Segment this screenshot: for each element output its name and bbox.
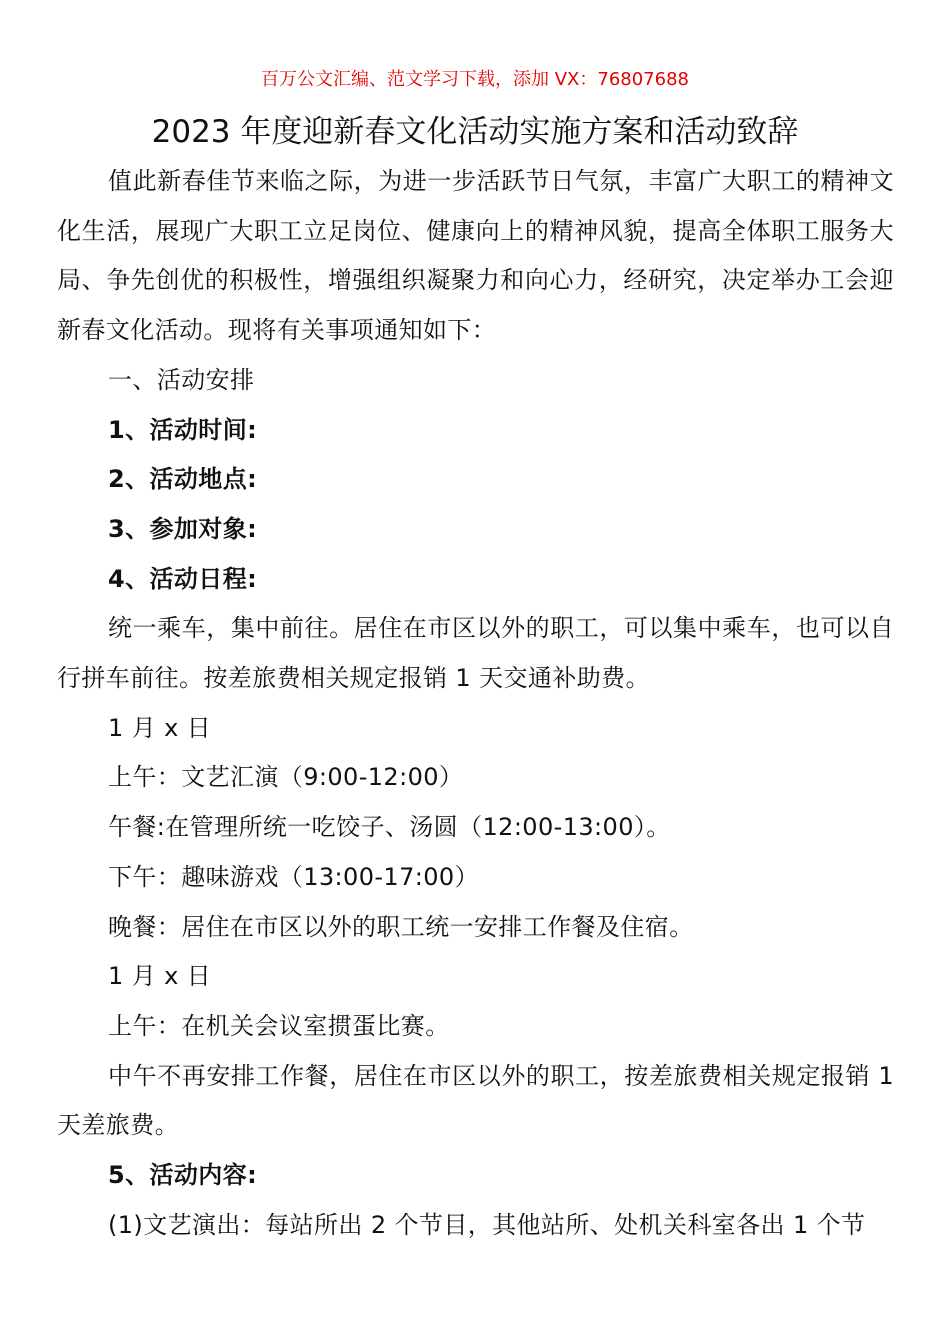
section-heading-activity-arrangement: 一、活动安排: [108, 365, 255, 394]
schedule-day-1-afternoon: 下午：趣味游戏（13:00-17:00）: [108, 862, 479, 891]
schedule-day-2-date: 1 月 x 日: [108, 962, 212, 991]
header-watermark-note: 百万公文汇编、范文学习下载，添加 VX：76807688: [261, 69, 689, 90]
document-title: 2023 年度迎新春文化活动实施方案和活动致辞: [151, 114, 799, 150]
content-item-performance: (1)文艺演出：每站所出 2 个节目，其他站所、处机关科室各出 1 个节: [108, 1210, 866, 1239]
item-activity-content: 5、活动内容:: [108, 1161, 258, 1190]
item-activity-location: 2、活动地点:: [108, 465, 258, 494]
schedule-day-1-lunch: 午餐:在管理所统一吃饺子、汤圆（12:00-13:00）。: [108, 813, 671, 842]
document-body: [57, 157, 894, 1250]
schedule-day-1-morning: 上午：文艺汇演（9:00-12:00）: [108, 763, 464, 792]
item-participants: 3、参加对象:: [108, 514, 258, 543]
schedule-day-1-dinner: 晚餐：居住在市区以外的职工统一安排工作餐及住宿。: [108, 912, 694, 941]
schedule-day-2-morning: 上午：在机关会议室掼蛋比赛。: [108, 1011, 450, 1040]
schedule-day-2-noon-note: 中午不再安排工作餐，居住在市区以外的职工，按差旅费相关规定报销 1 天差旅费。: [57, 1061, 894, 1140]
intro-paragraph: 值此新春佳节来临之际，为进一步活跃节日气氛，丰富广大职工的精神文化生活，展现广大职工立足岗位、健康向上的精神风貌，提高全体职工服务大局、争先创优的积极性，增强组织凝聚力和向心力，经研究，决定举办工会迎新春文化活动。现将有关事项通知如下：: [57, 167, 894, 345]
item-activity-time: 1、活动时间:: [108, 415, 258, 444]
item-activity-schedule: 4、活动日程:: [108, 564, 258, 593]
transport-paragraph: 统一乘车，集中前往。居住在市区以外的职工，可以集中乘车，也可以自行拼车前往。按差旅费相关规定报销 1 天交通补助费。: [57, 614, 894, 693]
schedule-day-1-date: 1 月 x 日: [108, 713, 212, 742]
